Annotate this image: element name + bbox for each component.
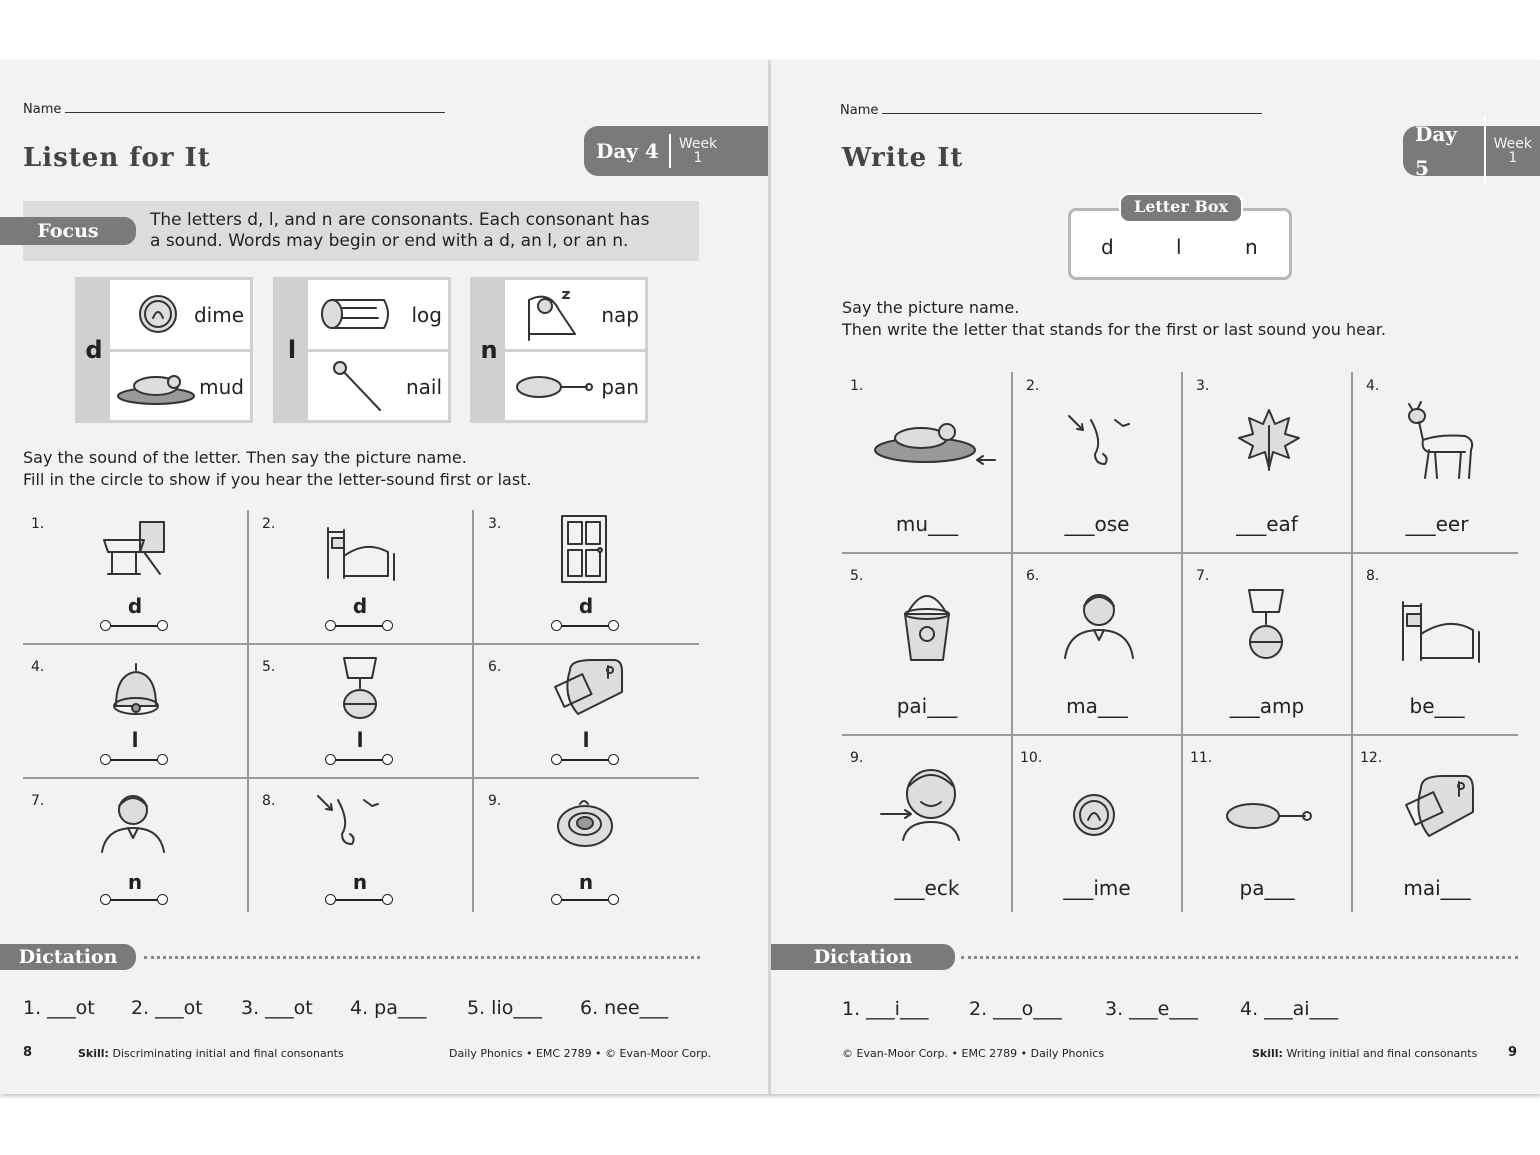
choice-line [335,759,383,761]
fill-in-word[interactable]: ma___ [1066,694,1128,718]
first-last-choice[interactable] [100,894,166,906]
bed-icon [322,520,398,584]
item-number: 6. [488,659,502,675]
leaf-icon [1237,406,1301,472]
grid-divider [842,552,1518,554]
mud-icon [871,416,997,472]
week-label [671,137,725,165]
skill-text: Discriminating initial and final consonants [112,1047,344,1060]
fill-in-word[interactable]: ___ose [1064,512,1130,536]
neck-icon [879,764,979,842]
instructions [842,297,1386,341]
nail-icon [330,358,386,414]
nest-icon [554,794,616,852]
lamp-icon [1241,586,1291,664]
item-number: 5. [850,568,864,584]
dictation-label: Dictation [771,944,955,970]
item-number: 1. [31,516,45,532]
fill-in-word[interactable]: ___amp [1229,694,1305,718]
fill-in-word[interactable]: ___eaf [1236,512,1298,536]
grid-divider [472,510,474,912]
first-last-choice[interactable] [325,620,391,632]
fill-in-word[interactable]: ___eck [894,876,960,900]
mud-icon [114,368,198,408]
focus-text [150,210,690,252]
item-number: 12. [1360,750,1383,766]
bell-icon [106,660,166,722]
dictation-item[interactable]: 3. ___ot [241,997,313,1019]
instructions [23,447,532,491]
grid-divider [1011,372,1013,912]
pail-icon [899,584,955,664]
reference-word: log [411,302,442,327]
dictation-label: Dictation [0,944,136,970]
item-number: 3. [488,516,502,532]
grid-divider [247,510,249,912]
letter-box-letter: n [1245,235,1258,259]
week-text: Week [1493,136,1532,152]
dime-icon [136,292,180,336]
dime-icon [1071,792,1117,838]
reference-cell [505,352,645,421]
letter-box-letter: d [78,280,110,420]
last-circle[interactable] [157,754,168,765]
reference-word: pan [601,374,639,399]
last-circle[interactable] [382,620,393,631]
target-letter: l [131,728,139,752]
instructions-line-2: Fill in the circle to show if you hear the letter-sound first or last. [23,470,532,489]
item-number: 2. [1026,378,1040,394]
letter-box-l [273,277,451,423]
nose-icon [1065,410,1131,472]
grid-divider [23,777,699,779]
last-circle[interactable] [157,620,168,631]
fill-in-word[interactable]: ___ime [1063,876,1131,900]
day-tab [1403,122,1540,180]
first-last-choice[interactable] [325,754,391,766]
first-last-choice[interactable] [551,754,617,766]
page-number: 8 [23,1045,33,1060]
grid-divider [1181,372,1183,912]
letter-box-n [470,277,648,423]
dotted-rule [144,956,700,959]
choice-line [110,759,158,761]
nose-icon [316,794,380,852]
skill-text: Writing initial and final consonants [1286,1047,1478,1060]
target-letter: l [582,728,590,752]
fill-in-word[interactable]: pai___ [896,694,958,718]
day-label: Day 4 [584,134,671,168]
item-number: 3. [1196,378,1210,394]
desk-icon [100,518,170,582]
fill-in-word[interactable]: be___ [1409,694,1465,718]
right-page [771,60,1540,1094]
bed-icon [1397,594,1483,666]
dictation-item[interactable]: 2. ___o___ [969,998,1062,1020]
target-letter: d [352,594,368,618]
first-last-choice[interactable] [551,894,617,906]
choice-line [561,899,609,901]
page-title: Listen for It [23,143,211,173]
item-number: 10. [1020,750,1043,766]
target-letter: n [352,870,368,894]
target-letter: n [127,870,143,894]
page-number: 9 [1508,1045,1518,1060]
letter-box-label: Letter Box [1119,193,1243,223]
reference-word: nail [405,374,442,399]
dictation-item[interactable]: 4. pa___ [350,997,427,1019]
item-number: 2. [262,516,276,532]
grid-divider [23,643,699,645]
man-icon [98,790,168,854]
item-number: 8. [1366,568,1380,584]
target-letter: d [578,594,594,618]
item-number: 5. [262,659,276,675]
man-icon [1061,588,1137,660]
item-number: 1. [850,378,864,394]
credit-footer: Daily Phonics • EMC 2789 • © Evan-Moor Corp. [449,1047,712,1060]
first-last-choice[interactable] [325,894,391,906]
last-circle[interactable] [608,620,619,631]
dictation-item[interactable]: 1. ___i___ [842,998,929,1020]
day-label: Day 5 [1403,117,1486,185]
dotted-rule [961,956,1518,959]
focus-label: Focus [0,217,136,245]
name-line[interactable] [65,100,445,113]
choice-line [335,899,383,901]
target-letter: l [356,728,364,752]
page-title: Write It [842,143,964,173]
dictation-header [771,944,1518,970]
reference-cell [308,280,448,352]
name-line[interactable] [882,101,1262,114]
pan-icon [1223,796,1313,836]
skill-label: Skill: [78,1047,109,1060]
dictation-item[interactable]: 3. ___e___ [1105,998,1198,1020]
week-text: Week [678,136,718,152]
skill-footer [1252,1047,1477,1060]
week-label [1486,137,1540,165]
left-page [0,60,769,1094]
first-last-choice[interactable] [551,620,617,632]
workbook-spread [0,60,1540,1094]
target-letter: n [578,870,594,894]
reference-cell [308,352,448,421]
name-label: Name [840,103,879,118]
reference-cell [505,280,645,352]
letter-box-letter: l [1176,235,1182,259]
choice-line [561,759,609,761]
target-letter: d [127,594,143,618]
item-number: 7. [31,793,45,809]
week-number: 1 [693,150,703,166]
dictation-item[interactable]: 1. ___ot [23,997,95,1019]
door-icon [556,514,612,586]
lamp-icon [336,654,384,724]
last-circle[interactable] [608,754,619,765]
fill-in-word[interactable]: mai___ [1403,876,1471,900]
letter-box-letter: l [276,280,308,420]
last-circle[interactable] [608,894,619,905]
last-circle[interactable] [382,894,393,905]
mailbox-icon [1403,772,1477,842]
last-circle[interactable] [157,894,168,905]
item-number: 9. [850,750,864,766]
choice-line [335,625,383,627]
dictation-item[interactable]: 5. lio___ [467,997,542,1019]
name-label: Name [23,102,62,117]
choice-line [561,625,609,627]
item-number: 6. [1026,568,1040,584]
day-tab [584,126,769,176]
item-number: 4. [1366,378,1380,394]
item-number: 11. [1190,750,1213,766]
first-last-choice[interactable] [100,620,166,632]
letter-box-letter: d [1101,235,1114,259]
fill-in-word[interactable]: mu___ [895,512,959,536]
grid-divider [1351,372,1353,912]
log-icon [318,294,394,334]
skill-label: Skill: [1252,1047,1283,1060]
name-field[interactable] [840,101,1262,118]
instructions-line-1: Say the sound of the letter. Then say the picture name. [23,448,467,467]
first-last-choice[interactable] [100,754,166,766]
item-number: 8. [262,793,276,809]
dictation-item[interactable]: 2. ___ot [131,997,203,1019]
name-field[interactable] [23,100,445,117]
fill-in-word[interactable]: ___eer [1405,512,1469,536]
item-number: 4. [31,659,45,675]
focus-line-1: The letters d, l, and n are consonants. Each consonant has [150,210,650,230]
dictation-header [0,944,700,970]
instructions-line-1: Say the picture name. [842,298,1020,317]
reference-cell [110,280,250,352]
pan-icon [513,370,595,404]
skill-footer [78,1047,344,1060]
last-circle[interactable] [382,754,393,765]
credit-footer: © Evan-Moor Corp. • EMC 2789 • Daily Phonics [842,1047,1105,1060]
choice-line [110,899,158,901]
item-number: 7. [1196,568,1210,584]
reference-word: mud [199,374,244,399]
letter-box-letter: n [473,280,505,420]
reference-word: nap [601,302,639,327]
choice-line [110,625,158,627]
dictation-item[interactable]: 6. nee___ [580,997,669,1019]
week-number: 1 [1508,150,1518,166]
reference-cell [110,352,250,421]
instructions-line-2: Then write the letter that stands for the first or last sound you hear. [842,320,1386,339]
mailbox-icon [552,656,626,720]
focus-line-2: a sound. Words may begin or end with a d, an l, or an n. [150,231,629,251]
grid-divider [842,734,1518,736]
fill-in-word[interactable]: pa___ [1239,876,1295,900]
deer-icon [1399,394,1479,480]
letter-box-d [75,277,253,423]
item-number: 9. [488,793,502,809]
nap-icon [519,286,585,344]
reference-word: dime [193,302,244,327]
dictation-item[interactable]: 4. ___ai___ [1240,998,1339,1020]
